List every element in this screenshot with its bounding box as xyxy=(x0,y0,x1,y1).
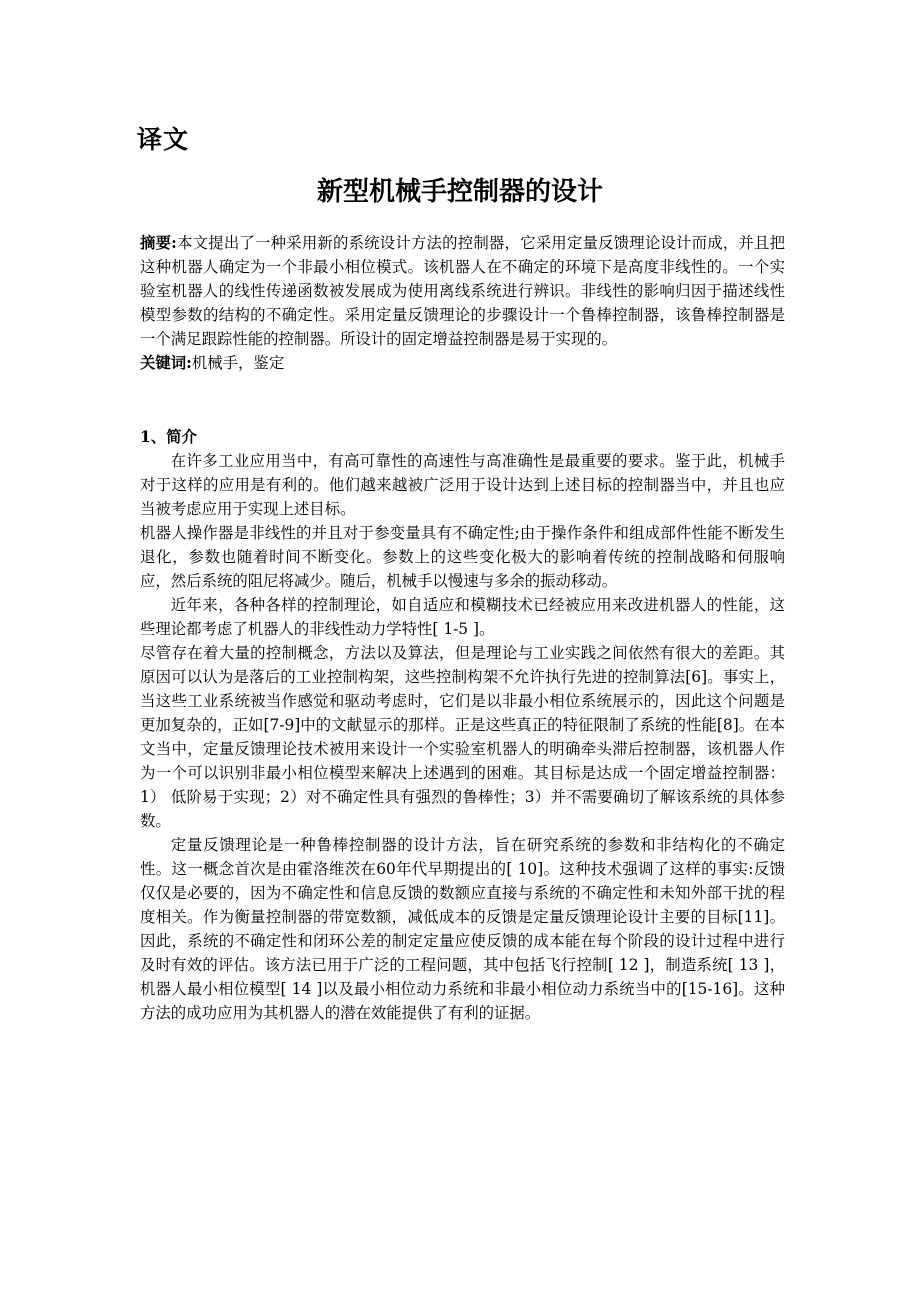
abstract-paragraph xyxy=(140,231,785,351)
body-paragraph: 机器人操作器是非线性的并且对于参变量具有不确定性;由于操作条件和组成部件性能不断发生退化，参数也随着时间不断变化。参数上的这些变化极大的影响着传统的控制战略和伺服响应，然后系统的阻尼将减少。随后，机械手以慢速与多余的振动移动。 xyxy=(140,524,785,590)
body-paragraph: 定量反馈理论是一种鲁棒控制器的设计方法，旨在研究系统的参数和非结构化的不确定性。这一概念首次是由霍洛维茨在60年代早期提出的[ 10]。这种技术强调了这样的事实:反馈仅仅是必要的，因为不确定性和信息反馈的数额应直接与系统的不确定性和未知外部干扰的程度相关。作为衡量控制器的带宽数额，减低成本的反馈是定量反馈理论设计主要的目标[11]。因此，系统的不确定性和闭环公差的制定定量应使反馈的成本能在每个阶段的设计过程中进行及时有效的评估。该方法已用于广泛的工程问题，其中包括飞行控制[ 12 ]，制造系统[ 13 ]，机器人最小相位模型[ 14 ]以及最小相位动力系统和非最小相位动力系统当中的[15-16]。这种方法的成功应用为其机器人的潜在效能提供了有利的证据。 xyxy=(140,836,785,1022)
section-heading: 1、简介 xyxy=(140,428,197,446)
abstract-block xyxy=(140,231,785,375)
keywords-line xyxy=(140,351,785,375)
translation-heading: 译文 xyxy=(137,125,190,154)
keywords-text: 机械手，鉴定 xyxy=(191,354,285,372)
abstract-label: 摘要: xyxy=(140,234,177,252)
page-title: 新型机械手控制器的设计 xyxy=(316,177,603,207)
keywords-label: 关键词: xyxy=(140,354,192,372)
section-intro xyxy=(140,425,785,1025)
body-paragraph: 尽管存在着大量的控制概念，方法以及算法，但是理论与工业实践之间依然有很大的差距。其原因可以认为是落后的工业控制构架，这些控制构架不允许执行先进的控制算法[6]。事实上，当这些工业系统被当作感觉和驱动考虑时，它们是以非最小相位系统展示的，因此这个问题是更加复杂的，正如[7-9]中的文献显示的那样。正是这些真正的特征限制了系统的性能[8]。在本文当中，定量反馈理论技术被用来设计一个实验室机器人的明确牵头滞后控制器，该机器人作为一个可以识别非最小相位模型来解决上述遇到的困难。其目标是达成一个固定增益控制器：1） 低阶易于实现；2）对不确定性具有强烈的鲁棒性；3）并不需要确切了解该系统的具体参数。 xyxy=(140,644,785,830)
body-paragraph: 在许多工业应用当中，有高可靠性的高速性与高准确性是最重要的要求。鉴于此，机械手对于这样的应用是有利的。他们越来越被广泛用于设计达到上述目标的控制器当中，并且也应当被考虑应用于实现上述目标。 xyxy=(140,452,785,518)
abstract-text: 本文提出了一种采用新的系统设计方法的控制器，它采用定量反馈理论设计而成，并且把这种机器人确定为一个非最小相位模式。该机器人在不确定的环境下是高度非线性的。一个实验室机器人的线性传递函数被发展成为使用离线系统进行辨识。非线性的影响归因于描述线性模型参数的结构的不确定性。采用定量反馈理论的步骤设计一个鲁棒控制器，该鲁棒控制器是一个满足跟踪性能的控制器。所设计的固定增益控制器是易于实现的。 xyxy=(140,234,785,348)
body-paragraph: 近年来，各种各样的控制理论，如自适应和模糊技术已经被应用来改进机器人的性能，这些理论都考虑了机器人的非线性动力学特性[ 1-5 ]。 xyxy=(140,596,785,638)
